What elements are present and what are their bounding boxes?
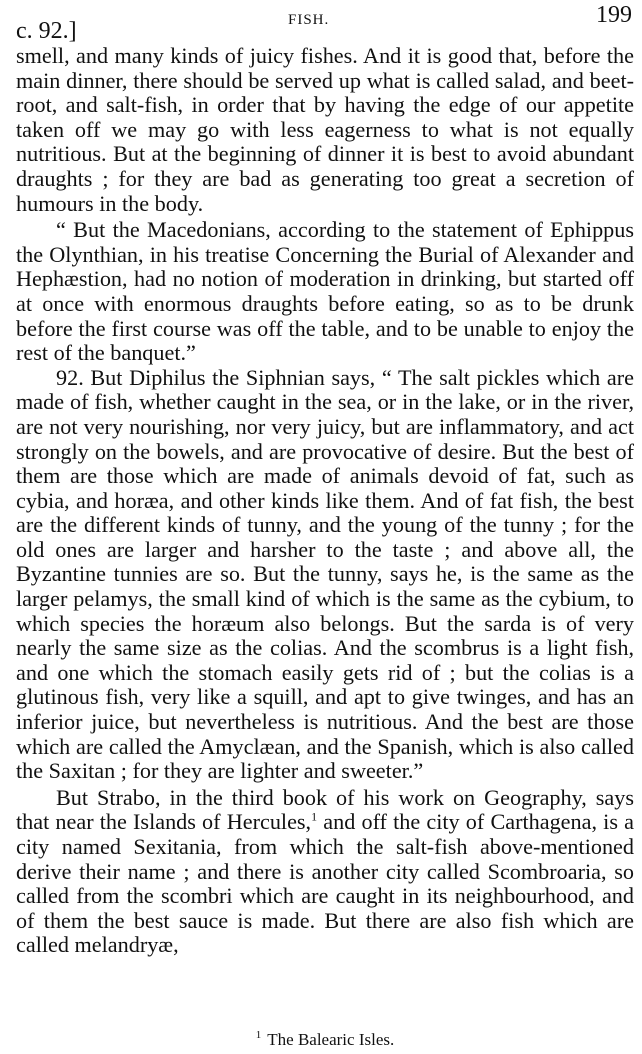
paragraph-4 — [16, 786, 634, 958]
running-title: FISH. — [288, 12, 330, 28]
footnote-marker: 1 — [311, 810, 318, 825]
chapter-reference: c. 92.] — [16, 18, 77, 44]
paragraph-1: smell, and many kinds of juicy fishes. And it is good that, before the main dinner, there should be served up what is called salad, and beet-root, and salt-fish, in order that by having the edge of our appetite taken off we may go with less eagerness to what is not equally nutritious. But at the beginning of dinner it is best to avoid abundant draughts ; for they are bad as generating too great a secretion of humours in the body. — [16, 43, 634, 216]
paragraph-4-text-start: But Strabo, in the third book of his work on Geography, says that near the Islands of Hercules, — [16, 784, 634, 835]
paragraph-2: “ But the Macedonians, according to the statement of Ephippus the Olynthian, in his treatise Concerning the Burial of Alexander and Hephæstion, had no notion of moderation in drinking, but started off at once with enormous draughts before eating, so as to be drunk before the first course was off the table, and to be unable to enjoy the rest of the banquet.” — [16, 217, 634, 366]
page-header — [16, 4, 634, 44]
paragraph-3: 92. But Diphilus the Siphnian says, “ The salt pickles which are made of fish, whether caught in the sea, or in the lake, or in the river, are not very nourishing, nor very juicy, but are inflammatory, and act strongly on the bowels, and are provocative of desire. But the best of them are those which are made of animals devoid of fat, such as cybia, and horæa, and other kinds like them. And of fat fish, the best are the different kinds of tunny, and the young of the tunny ; for the old ones are larger and harsher to the taste ; and above all, the Byzantine tunnies are so. But the tunny, says he, is the same as the larger pelamys, the small kind of which is the same as the cybium, to which species the horæum also belongs. But the sarda is of very nearly the same size as the colias. And the scombrus is a light fish, and one which the stomach easily gets rid of ; but the colias is a glutinous fish, very like a squill, and apt to give twinges, and has an inferior juice, but nevertheless is nutritious. And the best are those which are called the Amyclæan, and the Spanish, which is also called the Saxitan ; for they are lighter and sweeter.” — [16, 364, 634, 784]
paragraph-4-text-end: and off the city of Carthagena, is a city named Sexitania, from which the salt-fish above-mentioned derive their name ; and there is another city called Scombroaria, so called from the scombri which are caught in its neighbourhood, and of them the best sauce is made. But there are also fish which are called melandryæ, — [16, 809, 634, 958]
page-number: 199 — [596, 2, 632, 28]
footnote-text: The Balearic Isles. — [267, 1030, 395, 1049]
footnote-number: 1 — [255, 1029, 262, 1042]
footnote — [16, 1030, 634, 1050]
body-text — [16, 44, 634, 958]
book-page — [16, 4, 634, 1050]
